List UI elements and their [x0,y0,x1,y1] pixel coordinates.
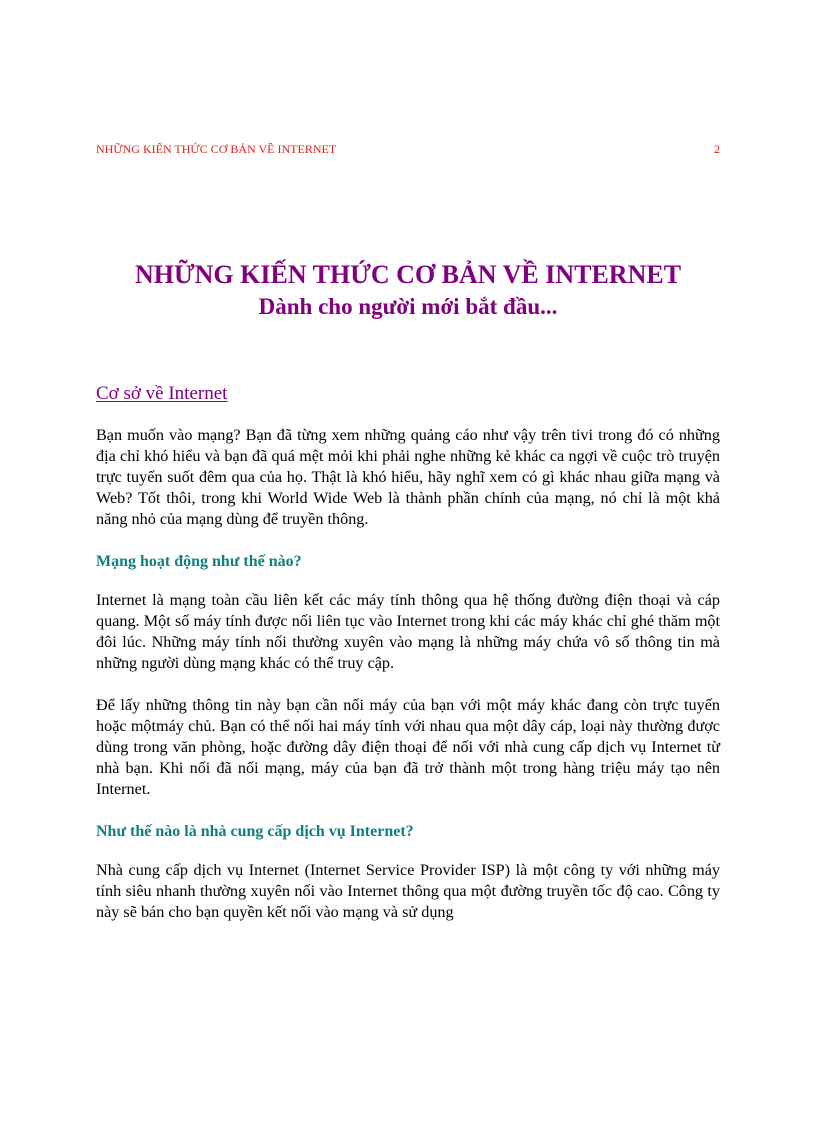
paragraph-how-network-works-2: Để lấy những thông tin này bạn cần nối máy của bạn với một máy khác đang còn trực tuyến hoặc mộtmáy chủ. Bạn có thể nối hai máy tính với nhau qua một dây cáp, loại này thường được dùng trong văn phòng, hoặc đường dây điện thoại để nối với nhà cung cấp dịch vụ Internet từ nhà bạn. Khi nối đã nối mạng, máy của bạn đã trở thành một trong hàng triệu máy tạo nên Internet. [96,696,720,798]
document-title-main: NHỮNG KIẾN THỨC CƠ BẢN VỀ INTERNET [134,260,682,289]
running-header [96,141,720,157]
subheading-what-is-isp: Như thế nào là nhà cung cấp dịch vụ Internet? [96,823,414,840]
section-heading-internet-basics: Cơ sở về Internet [96,383,228,404]
page-number: 2 [714,142,720,156]
running-header-title: NHỮNG KIẾN THỨC CƠ BẢN VỀ INTERNET [96,142,337,156]
document-body [96,381,720,944]
document-title [0,258,816,322]
paragraph-internet-basics: Bạn muốn vào mạng? Bạn đã từng xem những quảng cáo như vậy trên tivi trong đó có những địa chỉ khó hiểu và bạn đã quá mệt mỏi khi phải nghe những kẻ khác ca ngợi về cuộc trò truyện trực tuyến suốt đêm qua của họ. Thật là khó hiểu, hãy nghĩ xem có gì khác nhau giữa mạng và Web? Tốt thôi, trong khi World Wide Web là thành phần chính của mạng, nó chỉ là một khả năng nhỏ của mạng dùng để truyền thông. [96,426,720,528]
subheading-how-network-works: Mạng hoạt động như thế nào? [96,553,302,570]
paragraph-what-is-isp: Nhà cung cấp dịch vụ Internet (Internet Service Provider ISP) là một công ty với những máy tính siêu nhanh thường xuyên nối vào Internet thông qua một đường truyền tốc độ cao. Công ty này sẽ bán cho bạn quyền kết nối vào mạng và sử dụng [96,861,720,921]
paragraph-how-network-works-1: Internet là mạng toàn cầu liên kết các máy tính thông qua hệ thống đường điện thoại và cáp quang. Một số máy tính được nối liên tục vào Internet trong khi các máy khác chỉ ghé thăm một đôi lúc. Những máy tính nối thường xuyên vào mạng là những máy chứa vô số thông tin mà những người dùng mạng khác có thể truy cập. [96,591,720,672]
document-subtitle: Dành cho người mới bắt đầu... [258,294,558,319]
